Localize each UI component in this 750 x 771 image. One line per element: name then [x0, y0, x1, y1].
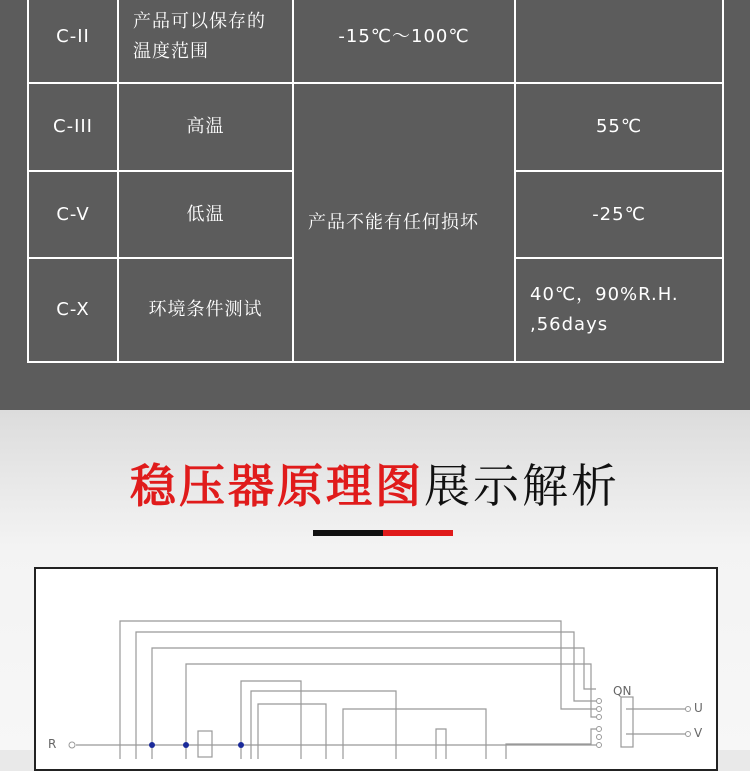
qn-label: QN	[613, 684, 632, 698]
table-cell-value: -25℃	[515, 171, 723, 258]
title-underline-black	[313, 530, 383, 536]
table-cell-item: 产品可以保存的温度范围	[118, 0, 293, 83]
table-cell-value: 40℃，90%R.H. ,56days	[515, 258, 723, 362]
table-cell-code: C-X	[28, 258, 118, 362]
circuit-wires	[36, 569, 716, 769]
section-title-red: 稳压器原理图	[130, 459, 424, 513]
table-cell-item: 环境条件测试	[118, 258, 293, 362]
table-row	[28, 83, 723, 171]
circuit-diagram	[34, 567, 718, 771]
table-cell-requirement: -15℃～100℃	[293, 0, 515, 83]
table-cell-value: 55℃	[515, 83, 723, 171]
u-label: U	[694, 701, 703, 715]
table-cell-requirement: 产品不能有任何损坏	[293, 83, 515, 362]
table-cell-value	[515, 0, 723, 83]
table-row	[28, 0, 723, 83]
v-label: V	[694, 726, 703, 740]
table-cell-item: 高温	[118, 83, 293, 171]
title-underline-red	[383, 530, 453, 536]
section-title-black: 展示解析	[424, 459, 620, 513]
section-title	[0, 450, 750, 516]
table-cell-code: C-II	[28, 0, 118, 83]
r-label: R	[48, 737, 57, 751]
table-cell-code: C-V	[28, 171, 118, 258]
table-cell-item: 低温	[118, 171, 293, 258]
table-cell-code: C-III	[28, 83, 118, 171]
spec-table	[27, 0, 724, 363]
